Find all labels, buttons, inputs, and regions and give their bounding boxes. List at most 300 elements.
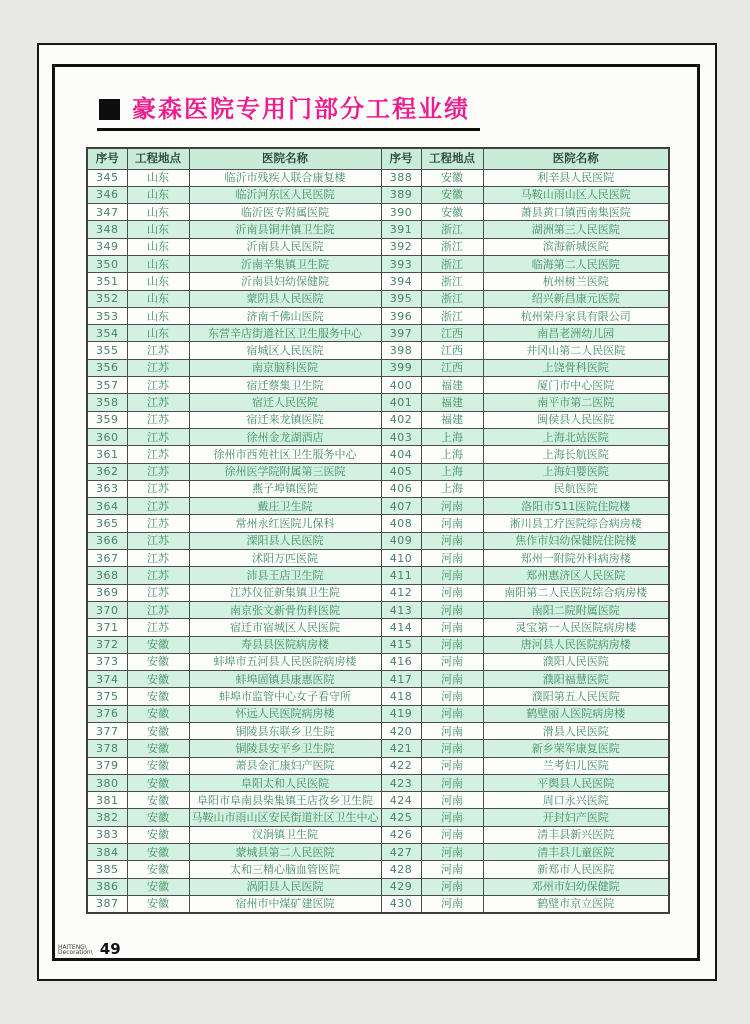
location-cell: 江苏 [127,601,189,618]
location-cell: 安徽 [127,636,189,653]
serial-cell: 386 [87,878,127,895]
hospital-cell: 井冈山第二人民医院 [483,342,669,359]
square-bullet-icon [99,99,120,120]
hospital-cell: 临沂医专附属医院 [189,204,381,221]
hospital-cell: 徐州市西苑社区卫生服务中心 [189,446,381,463]
hospital-cell: 江苏仪征新集镇卫生院 [189,584,381,601]
serial-cell: 415 [381,636,421,653]
location-cell: 安徽 [127,809,189,826]
table-row [87,359,669,376]
serial-cell: 349 [87,238,127,255]
serial-cell: 427 [381,844,421,861]
location-cell: 河南 [421,844,483,861]
hospital-cell: 滑县人民医院 [483,723,669,740]
serial-cell: 394 [381,273,421,290]
location-cell: 上海 [421,428,483,445]
serial-cell: 403 [381,428,421,445]
location-cell: 江苏 [127,463,189,480]
hospital-cell: 沛县王店卫生院 [189,567,381,584]
hospital-cell: 沂南县人民医院 [189,238,381,255]
serial-cell: 382 [87,809,127,826]
hospital-cell: 清丰县新兴医院 [483,826,669,843]
hospital-cell: 萧县金汇康妇产医院 [189,757,381,774]
serial-cell: 425 [381,809,421,826]
location-cell: 安徽 [127,705,189,722]
location-cell: 浙江 [421,273,483,290]
hospital-cell: 宿迁来龙镇医院 [189,411,381,428]
serial-cell: 353 [87,307,127,324]
serial-cell: 413 [381,601,421,618]
location-cell: 河南 [421,671,483,688]
hospital-cell: 濮阳第五人民医院 [483,688,669,705]
table-row [87,826,669,843]
location-cell: 安徽 [127,844,189,861]
location-cell: 山东 [127,273,189,290]
serial-cell: 396 [381,307,421,324]
location-cell: 江苏 [127,584,189,601]
table-row [87,636,669,653]
hospital-cell: 平舆县人民医院 [483,774,669,791]
serial-cell: 369 [87,584,127,601]
serial-cell: 352 [87,290,127,307]
location-cell: 山东 [127,221,189,238]
hospital-cell: 兰考妇儿医院 [483,757,669,774]
header-location-left: 工程地点 [127,148,189,169]
projects-table-wrap [86,147,670,914]
table-row [87,377,669,394]
table-row [87,186,669,203]
hospital-cell: 开封妇产医院 [483,809,669,826]
serial-cell: 350 [87,255,127,272]
location-cell: 河南 [421,705,483,722]
location-cell: 河南 [421,532,483,549]
table-row [87,584,669,601]
location-cell: 安徽 [421,169,483,186]
hospital-cell: 南平市第二医院 [483,394,669,411]
table-row [87,601,669,618]
serial-cell: 417 [381,671,421,688]
hospital-cell: 南京脑科医院 [189,359,381,376]
location-cell: 安徽 [127,792,189,809]
page-frame [52,64,700,961]
table-row [87,204,669,221]
hospital-cell: 萧县黄口镇西南集医院 [483,204,669,221]
location-cell: 安徽 [127,688,189,705]
serial-cell: 366 [87,532,127,549]
table-row [87,394,669,411]
hospital-cell: 阜阳太和人民医院 [189,774,381,791]
header-location-right: 工程地点 [421,148,483,169]
location-cell: 上海 [421,480,483,497]
serial-cell: 384 [87,844,127,861]
serial-cell: 378 [87,740,127,757]
hospital-cell: 郑州一附院外科病房楼 [483,550,669,567]
location-cell: 江苏 [127,567,189,584]
serial-cell: 359 [87,411,127,428]
location-cell: 上海 [421,446,483,463]
location-cell: 山东 [127,255,189,272]
serial-cell: 372 [87,636,127,653]
table-header-row [87,148,669,169]
serial-cell: 404 [381,446,421,463]
hospital-cell: 蚌埠固镇县康惠医院 [189,671,381,688]
serial-cell: 411 [381,567,421,584]
location-cell: 河南 [421,601,483,618]
location-cell: 江苏 [127,480,189,497]
hospital-cell: 铜陵县东联乡卫生院 [189,723,381,740]
hospital-cell: 湖洲第三人民医院 [483,221,669,238]
serial-cell: 380 [87,774,127,791]
serial-cell: 347 [87,204,127,221]
location-cell: 江苏 [127,359,189,376]
location-cell: 浙江 [421,255,483,272]
location-cell: 河南 [421,861,483,878]
serial-cell: 420 [381,723,421,740]
serial-cell: 399 [381,359,421,376]
hospital-cell: 寿县县医院病房楼 [189,636,381,653]
hospital-cell: 沂南县妇幼保健院 [189,273,381,290]
location-cell: 安徽 [127,895,189,912]
serial-cell: 398 [381,342,421,359]
hospital-cell: 杭州荣丹家具有限公司 [483,307,669,324]
serial-cell: 385 [87,861,127,878]
location-cell: 浙江 [421,290,483,307]
table-row [87,446,669,463]
table-row [87,567,669,584]
table-row [87,861,669,878]
location-cell: 浙江 [421,238,483,255]
hospital-cell: 溧阳县人民医院 [189,532,381,549]
table-row [87,498,669,515]
serial-cell: 410 [381,550,421,567]
hospital-cell: 蚌埠市五河县人民医院病房楼 [189,653,381,670]
hospital-cell: 沂南县铜井镇卫生院 [189,221,381,238]
table-row [87,255,669,272]
hospital-cell: 灵宝第一人民医院病房楼 [483,619,669,636]
page-footer [58,940,121,958]
hospital-cell: 周口永兴医院 [483,792,669,809]
hospital-cell: 濮阳人民医院 [483,653,669,670]
hospital-cell: 临沂市残疾人联合康复楼 [189,169,381,186]
hospital-cell: 马鞍山雨山区人民医院 [483,186,669,203]
hospital-cell: 东营辛店街道社区卫生服务中心 [189,325,381,342]
hospital-cell: 宿迁蔡集卫生院 [189,377,381,394]
serial-cell: 405 [381,463,421,480]
hospital-cell: 阜阳市阜南县柴集镇王店孜乡卫生院 [189,792,381,809]
location-cell: 河南 [421,895,483,912]
serial-cell: 381 [87,792,127,809]
hospital-cell: 清丰县儿童医院 [483,844,669,861]
serial-cell: 393 [381,255,421,272]
serial-cell: 363 [87,480,127,497]
table-row [87,480,669,497]
location-cell: 江苏 [127,342,189,359]
location-cell: 江西 [421,359,483,376]
table-row [87,671,669,688]
serial-cell: 383 [87,826,127,843]
serial-cell: 428 [381,861,421,878]
location-cell: 江苏 [127,532,189,549]
table-row [87,844,669,861]
location-cell: 河南 [421,809,483,826]
hospital-cell: 上饶骨科医院 [483,359,669,376]
serial-cell: 406 [381,480,421,497]
serial-cell: 365 [87,515,127,532]
serial-cell: 345 [87,169,127,186]
brand-logo [58,945,93,955]
hospital-cell: 邓州市妇幼保健院 [483,878,669,895]
serial-cell: 379 [87,757,127,774]
location-cell: 河南 [421,567,483,584]
serial-cell: 357 [87,377,127,394]
location-cell: 河南 [421,757,483,774]
hospital-cell: 上海北站医院 [483,428,669,445]
hospital-cell: 新郑市人民医院 [483,861,669,878]
location-cell: 上海 [421,463,483,480]
hospital-cell: 南阳二院附属医院 [483,601,669,618]
hospital-cell: 常州永红医院儿保科 [189,515,381,532]
table-row [87,428,669,445]
location-cell: 浙江 [421,221,483,238]
hospital-cell: 临海第二人民医院 [483,255,669,272]
hospital-cell: 太和三精心脑血管医院 [189,861,381,878]
serial-cell: 358 [87,394,127,411]
table-row [87,169,669,186]
location-cell: 河南 [421,498,483,515]
table-row [87,688,669,705]
table-row [87,290,669,307]
serial-cell: 416 [381,653,421,670]
location-cell: 河南 [421,740,483,757]
serial-cell: 426 [381,826,421,843]
serial-cell: 375 [87,688,127,705]
hospital-cell: 宿迁人民医院 [189,394,381,411]
location-cell: 安徽 [421,204,483,221]
hospital-cell: 蒙阴县人民医院 [189,290,381,307]
location-cell: 河南 [421,584,483,601]
location-cell: 河南 [421,723,483,740]
location-cell: 安徽 [127,878,189,895]
serial-cell: 395 [381,290,421,307]
serial-cell: 418 [381,688,421,705]
hospital-cell: 宿城区人民医院 [189,342,381,359]
location-cell: 安徽 [127,723,189,740]
serial-cell: 370 [87,601,127,618]
location-cell: 山东 [127,290,189,307]
hospital-cell: 焦作市妇幼保健院住院楼 [483,532,669,549]
table-row [87,895,669,912]
header-hospital-right: 医院名称 [483,148,669,169]
serial-cell: 373 [87,653,127,670]
serial-cell: 407 [381,498,421,515]
location-cell: 安徽 [127,861,189,878]
table-row [87,325,669,342]
serial-cell: 422 [381,757,421,774]
hospital-cell: 铜陵县安平乡卫生院 [189,740,381,757]
serial-cell: 367 [87,550,127,567]
location-cell: 江苏 [127,394,189,411]
hospital-cell: 民航医院 [483,480,669,497]
location-cell: 安徽 [421,186,483,203]
hospital-cell: 济南千佛山医院 [189,307,381,324]
location-cell: 江苏 [127,550,189,567]
hospital-cell: 唐河县人民医院病房楼 [483,636,669,653]
serial-cell: 377 [87,723,127,740]
location-cell: 江西 [421,342,483,359]
hospital-cell: 鹤壁丽人医院病房楼 [483,705,669,722]
table-row [87,619,669,636]
table-row [87,740,669,757]
hospital-cell: 南京张文新骨伤科医院 [189,601,381,618]
location-cell: 安徽 [127,653,189,670]
hospital-cell: 涡阳县人民医院 [189,878,381,895]
location-cell: 福建 [421,377,483,394]
location-cell: 山东 [127,325,189,342]
location-cell: 山东 [127,169,189,186]
serial-cell: 346 [87,186,127,203]
location-cell: 山东 [127,238,189,255]
hospital-cell: 新乡荣军康复医院 [483,740,669,757]
hospital-cell: 杭州树兰医院 [483,273,669,290]
table-row [87,705,669,722]
hospital-cell: 临沂河东区人民医院 [189,186,381,203]
location-cell: 河南 [421,792,483,809]
location-cell: 安徽 [127,757,189,774]
hospital-cell: 马鞍山市雨山区安民街道社区卫生中心 [189,809,381,826]
table-row [87,273,669,290]
location-cell: 江苏 [127,515,189,532]
serial-cell: 388 [381,169,421,186]
hospital-cell: 淅川县工疗医院综合病房楼 [483,515,669,532]
table-row [87,774,669,791]
serial-cell: 423 [381,774,421,791]
location-cell: 河南 [421,826,483,843]
table-row [87,792,669,809]
serial-cell: 361 [87,446,127,463]
table-row [87,550,669,567]
title-block [97,97,480,131]
location-cell: 山东 [127,186,189,203]
hospital-cell: 濮阳福慧医院 [483,671,669,688]
brand-line2: Decoration\ [58,949,93,956]
table-row [87,515,669,532]
hospital-cell: 沭阳万匹医院 [189,550,381,567]
serial-cell: 419 [381,705,421,722]
serial-cell: 360 [87,428,127,445]
serial-cell: 408 [381,515,421,532]
location-cell: 河南 [421,774,483,791]
location-cell: 江苏 [127,377,189,394]
serial-cell: 400 [381,377,421,394]
hospital-cell: 怀远人民医院病房楼 [189,705,381,722]
location-cell: 福建 [421,394,483,411]
serial-cell: 391 [381,221,421,238]
table-row [87,809,669,826]
location-cell: 河南 [421,688,483,705]
hospital-cell: 南阳第二人民医院综合病房楼 [483,584,669,601]
table-row [87,411,669,428]
location-cell: 江苏 [127,411,189,428]
hospital-cell: 洛阳市511医院住院楼 [483,498,669,515]
serial-cell: 392 [381,238,421,255]
serial-cell: 387 [87,895,127,912]
header-hospital-left: 医院名称 [189,148,381,169]
location-cell: 江苏 [127,446,189,463]
location-cell: 江西 [421,325,483,342]
serial-cell: 429 [381,878,421,895]
table-row [87,238,669,255]
serial-cell: 401 [381,394,421,411]
table-row [87,757,669,774]
location-cell: 山东 [127,307,189,324]
location-cell: 安徽 [127,826,189,843]
table-row [87,653,669,670]
projects-table [86,147,670,914]
serial-cell: 371 [87,619,127,636]
serial-cell: 348 [87,221,127,238]
table-row [87,723,669,740]
serial-cell: 356 [87,359,127,376]
serial-cell: 390 [381,204,421,221]
location-cell: 河南 [421,653,483,670]
hospital-cell: 鹤壁市京立医院 [483,895,669,912]
hospital-cell: 利辛县人民医院 [483,169,669,186]
table-row [87,342,669,359]
brand-line1: HAITENG\ [58,943,87,951]
serial-cell: 389 [381,186,421,203]
serial-cell: 421 [381,740,421,757]
hospital-cell: 徐州金龙湖酒店 [189,428,381,445]
table-row [87,532,669,549]
table-row [87,878,669,895]
serial-cell: 409 [381,532,421,549]
hospital-cell: 宿州市中煤矿建医院 [189,895,381,912]
serial-cell: 374 [87,671,127,688]
location-cell: 浙江 [421,307,483,324]
serial-cell: 376 [87,705,127,722]
serial-cell: 397 [381,325,421,342]
location-cell: 山东 [127,204,189,221]
serial-cell: 364 [87,498,127,515]
hospital-cell: 上海妇婴医院 [483,463,669,480]
location-cell: 安徽 [127,740,189,757]
serial-cell: 424 [381,792,421,809]
page-sheet [37,43,717,981]
hospital-cell: 上海长航医院 [483,446,669,463]
header-serial-right: 序号 [381,148,421,169]
location-cell: 安徽 [127,671,189,688]
location-cell: 江苏 [127,498,189,515]
hospital-cell: 滨海新城医院 [483,238,669,255]
hospital-cell: 宿迁市宿城区人民医院 [189,619,381,636]
hospital-cell: 厦门市中心医院 [483,377,669,394]
hospital-cell: 燕子埠镇医院 [189,480,381,497]
hospital-cell: 沂南辛集镇卫生院 [189,255,381,272]
hospital-cell: 郑州惠济区人民医院 [483,567,669,584]
location-cell: 江苏 [127,428,189,445]
serial-cell: 362 [87,463,127,480]
hospital-cell: 闽侯县人民医院 [483,411,669,428]
location-cell: 河南 [421,619,483,636]
serial-cell: 414 [381,619,421,636]
header-serial-left: 序号 [87,148,127,169]
serial-cell: 351 [87,273,127,290]
table-row [87,221,669,238]
location-cell: 安徽 [127,774,189,791]
location-cell: 河南 [421,515,483,532]
table-row [87,463,669,480]
hospital-cell: 南昌老洲幼儿园 [483,325,669,342]
